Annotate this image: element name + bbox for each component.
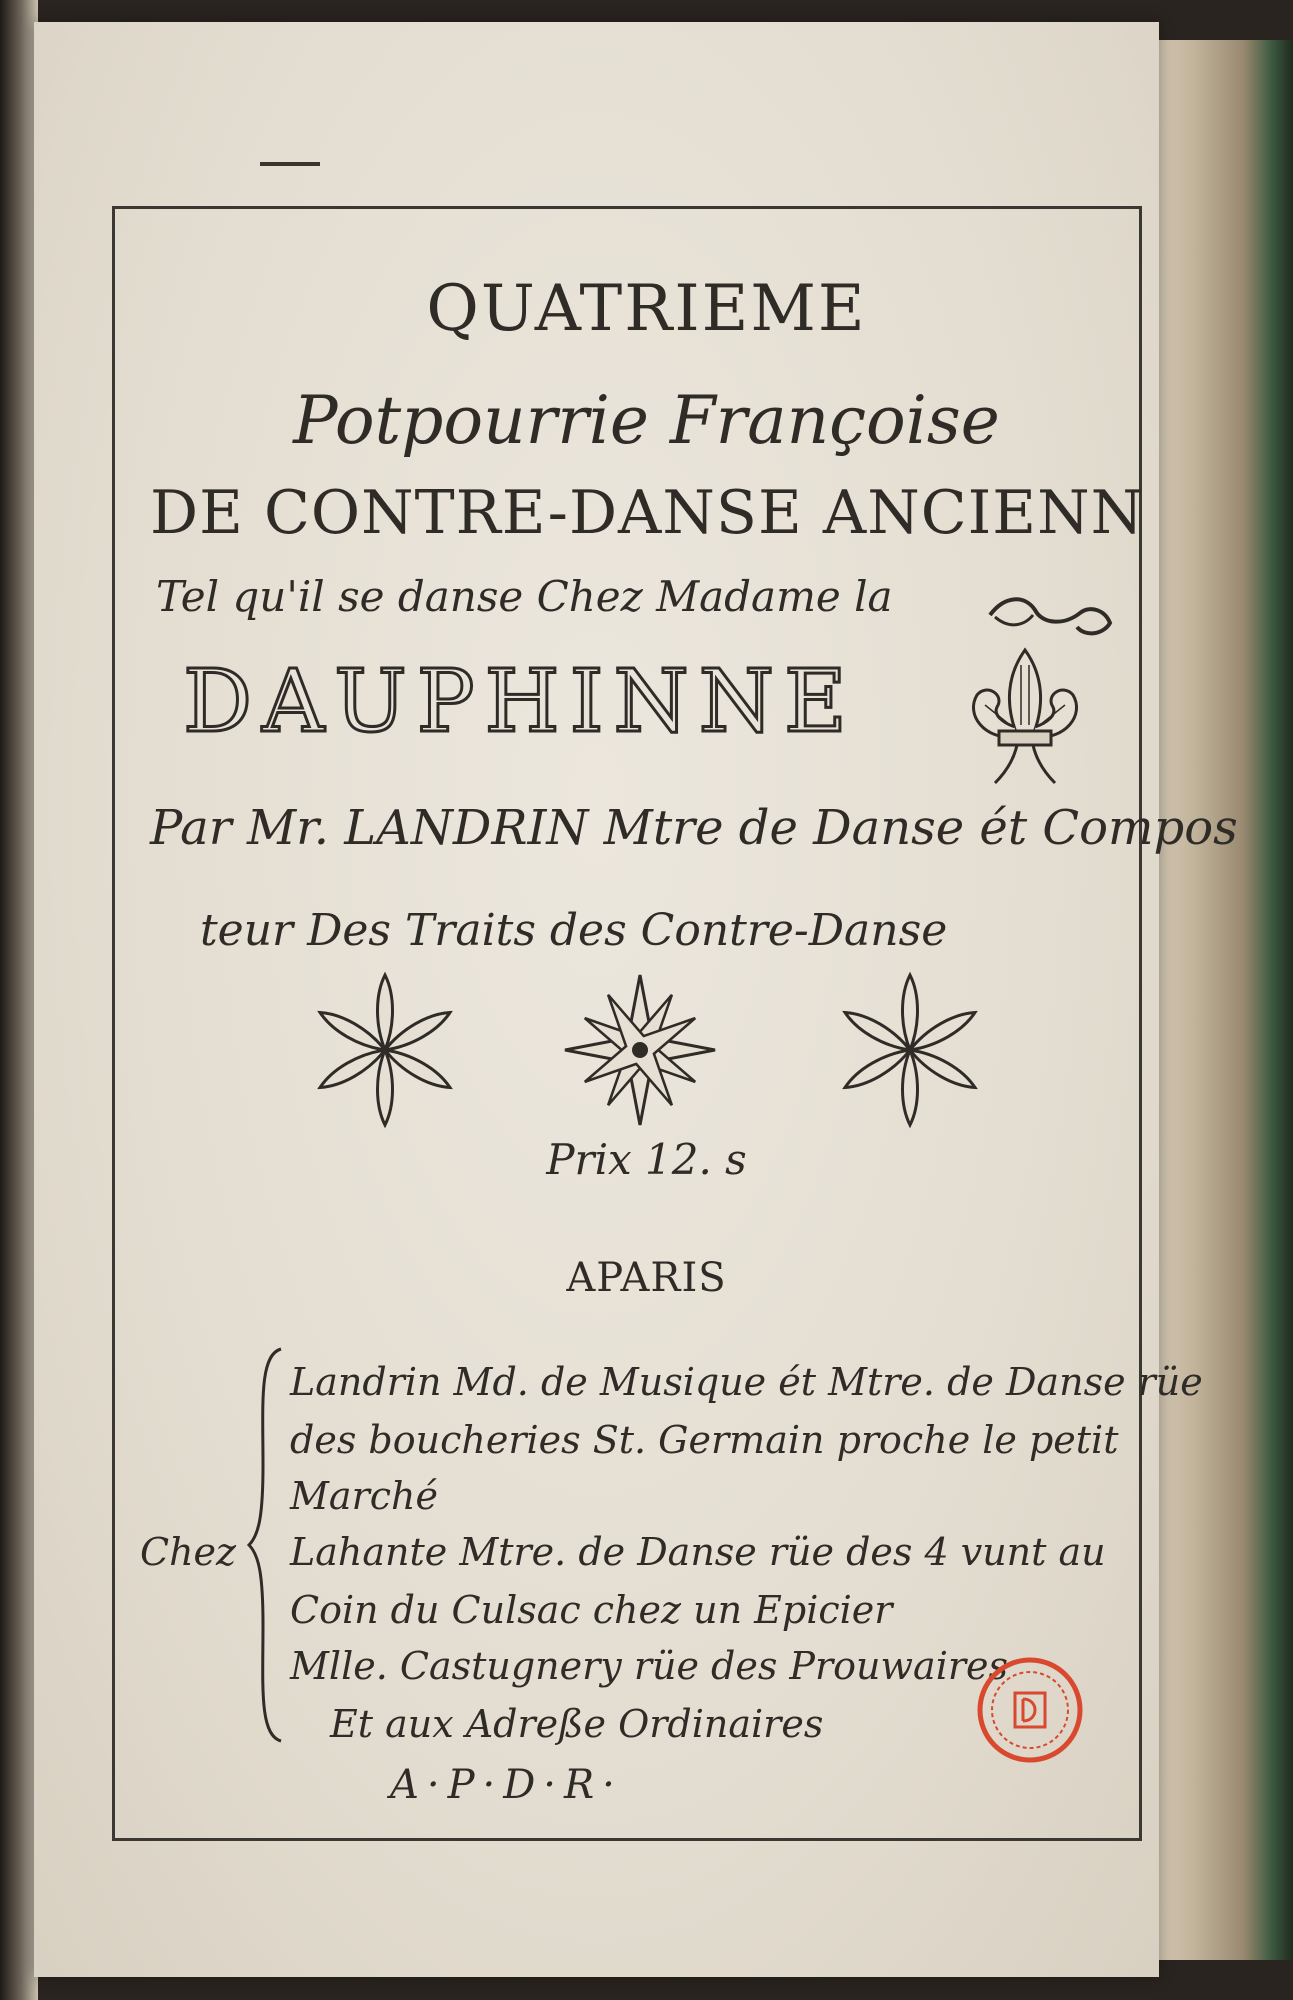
six-petal-flower-icon: [830, 970, 990, 1130]
city-label: APARIS: [566, 1255, 727, 1301]
top-dash-mark: [260, 162, 320, 166]
address-line: Lahante Mtre. de Danse rüe des 4 vunt au: [290, 1530, 1106, 1574]
address-line: Landrin Md. de Musique ét Mtre. de Danse rüe: [290, 1360, 1203, 1404]
address-line: Marché: [290, 1474, 438, 1518]
ordinary-address-line: Et aux Adreße Ordinaires: [330, 1702, 824, 1746]
chez-label: Chez: [140, 1530, 237, 1574]
address-line: Coin du Culsac chez un Epicier: [290, 1588, 893, 1632]
brace-icon: [245, 1345, 285, 1745]
title-contre-danse: DE CONTRE-DANSE ANCIENN: [150, 478, 1145, 548]
author-line-2: teur Des Traits des Contre-Danse: [200, 905, 948, 956]
library-stamp-icon: [975, 1655, 1085, 1765]
address-line: Mlle. Castugnery rüe des Prouwaires: [290, 1644, 1009, 1688]
address-line: des boucheries St. Germain proche le petit: [290, 1418, 1119, 1462]
title-potpourrie: Potpourrie Françoise: [293, 382, 1000, 459]
fleur-de-lis-icon: [955, 645, 1095, 795]
six-petal-flower-icon: [305, 970, 465, 1130]
author-line: Par Mr. LANDRIN Mtre de Danse ét Compos: [150, 800, 1238, 856]
title-dauphinne: DAUPHINNE: [183, 652, 857, 752]
subtitle-chez-madame: Tel qu'il se danse Chez Madame la: [156, 572, 893, 621]
price-label: Prix 12. s: [546, 1135, 747, 1184]
compass-star-icon: [560, 970, 720, 1130]
flourish-icon: [985, 585, 1115, 645]
title-quatrieme: QUATRIEME: [426, 272, 867, 346]
privilege-line: A·P·D·R·: [390, 1762, 623, 1808]
